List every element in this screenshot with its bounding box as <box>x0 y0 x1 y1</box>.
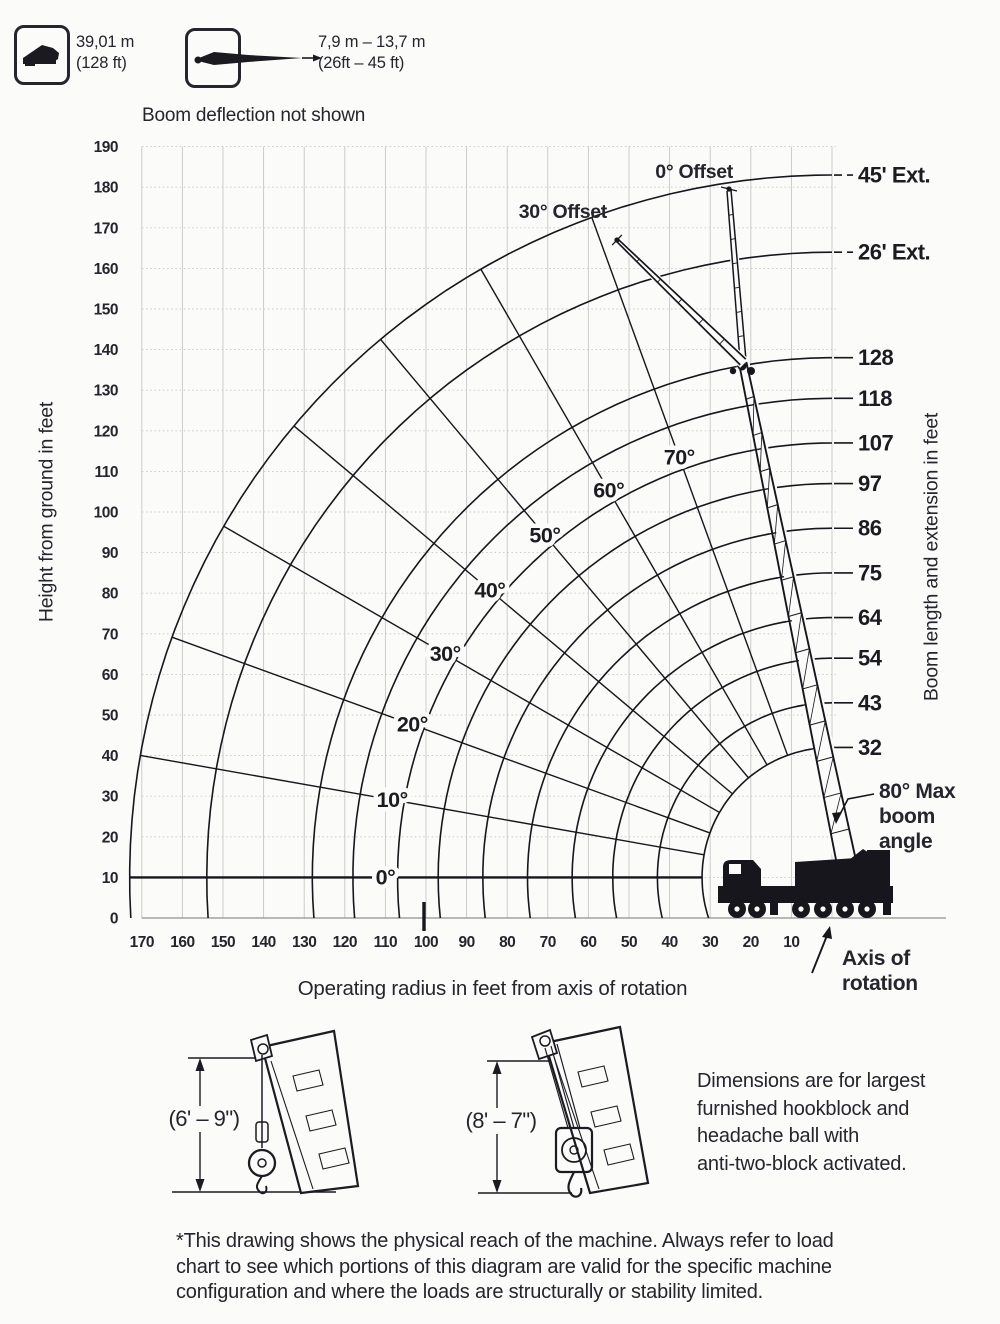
x-tick-label: 170 <box>129 934 154 951</box>
x-tick-label: 60 <box>580 934 597 951</box>
max-boom-angle-callout: 80° Max boom angle <box>879 780 956 853</box>
axis-of-rotation-callout: Axis of rotation <box>842 947 918 995</box>
x-axis-title: Operating radius in feet from axis of rotation <box>297 977 688 1000</box>
y-tick-label: 180 <box>93 179 118 197</box>
boom-angle-label: 20° <box>396 712 428 737</box>
boom-length-metric: 39,01 m <box>76 33 135 51</box>
boom-legend-box <box>14 25 70 85</box>
y-tick-label: 190 <box>93 139 118 157</box>
extension-length-imperial: (26ft – 45 ft) <box>318 54 405 72</box>
y-tick-label: 0 <box>109 910 118 928</box>
y-tick-label: 170 <box>93 220 118 238</box>
axis-tick-labels <box>94 139 800 951</box>
y-tick-label: 30 <box>101 788 118 806</box>
jib-0-offset <box>721 186 746 361</box>
boom-angle-label: 10° <box>376 787 408 812</box>
y-tick-label: 70 <box>101 626 118 644</box>
right-axis-title: Boom length and extension in feet <box>920 412 943 702</box>
boom-length-label: 86 <box>858 515 882 541</box>
headache-ball-dim-label: (6' – 9") <box>156 1106 252 1132</box>
boom-length-label: 118 <box>858 385 892 411</box>
y-tick-label: 50 <box>101 707 118 725</box>
x-tick-label: 160 <box>170 934 195 951</box>
footnote: *This drawing shows the physical reach of the machine. Always refer to load chart to see which portions of this diagram are valid for the specific machine configuration and where the loads are structurally or stability limited. <box>176 1230 834 1303</box>
x-tick-label: 110 <box>373 934 398 951</box>
boom-length-label: 107 <box>858 430 894 456</box>
boom-angle-label: 70° <box>663 445 695 470</box>
x-tick-label: 10 <box>783 934 800 951</box>
y-tick-label: 160 <box>93 260 118 278</box>
chart-title: Boom deflection not shown <box>142 105 366 126</box>
boom-length-label: 26' Ext. <box>858 239 931 265</box>
main-boom <box>730 361 857 871</box>
y-tick-label: 100 <box>93 504 118 522</box>
extension-length-metric: 7,9 m – 13,7 m <box>318 33 426 51</box>
boom-angle-label: 0° <box>375 865 396 890</box>
y-tick-label: 120 <box>93 423 118 441</box>
x-tick-label: 130 <box>292 934 317 951</box>
x-tick-label: 90 <box>458 934 475 951</box>
x-tick-label: 120 <box>332 934 357 951</box>
boom-angle-label: 40° <box>474 578 506 603</box>
x-tick-label: 20 <box>742 934 759 951</box>
boom-length-label: 43 <box>858 690 882 716</box>
boom-length-imperial: (128 ft) <box>76 54 127 72</box>
boom-length-label: 54 <box>858 645 882 671</box>
y-tick-label: 90 <box>101 545 118 563</box>
boom-length-label: 75 <box>858 560 882 586</box>
x-tick-label: 30 <box>702 934 719 951</box>
y-tick-label: 140 <box>93 342 118 360</box>
y-tick-label: 20 <box>101 829 118 847</box>
y-axis-title: Height from ground in feet <box>35 401 58 623</box>
y-tick-label: 80 <box>101 585 118 603</box>
crane-silhouette <box>718 849 893 918</box>
x-tick-label: 70 <box>539 934 556 951</box>
y-tick-label: 110 <box>94 463 118 481</box>
boom-length-label: 64 <box>858 605 882 631</box>
y-tick-label: 130 <box>93 382 118 400</box>
boom-length-label: 45' Ext. <box>858 162 931 188</box>
x-tick-label: 40 <box>661 934 678 951</box>
boom-legend-text <box>76 32 134 74</box>
x-tick-label: 80 <box>499 934 516 951</box>
y-tick-label: 150 <box>93 301 118 319</box>
extension-legend-text <box>318 32 425 74</box>
y-tick-label: 40 <box>101 748 118 766</box>
boom-length-label: 97 <box>858 471 882 497</box>
dimensions-note: Dimensions are for largest furnished hookblock and headache ball with anti-two-block activated. <box>697 1070 926 1175</box>
offset-30-label: 30° Offset <box>518 201 607 223</box>
x-tick-label: 50 <box>620 934 638 951</box>
jib-extension-icon <box>188 41 323 75</box>
x-tick-label: 150 <box>210 934 236 951</box>
boom-length-label: 128 <box>858 345 894 371</box>
boom-angle-label: 50° <box>529 523 561 548</box>
hookblock-dim-label: (8' – 7") <box>453 1108 549 1134</box>
boom-angle-label: 60° <box>593 478 625 503</box>
jib-30-offset <box>612 235 746 365</box>
boom-icon <box>17 28 67 82</box>
boom-length-label: 32 <box>858 734 882 760</box>
boom-angle-label: 30° <box>429 642 461 667</box>
x-tick-label: 100 <box>413 934 439 951</box>
y-tick-label: 10 <box>101 869 118 887</box>
x-tick-label: 140 <box>251 934 276 951</box>
y-tick-label: 60 <box>101 666 118 684</box>
offset-0-label: 0° Offset <box>655 161 733 183</box>
